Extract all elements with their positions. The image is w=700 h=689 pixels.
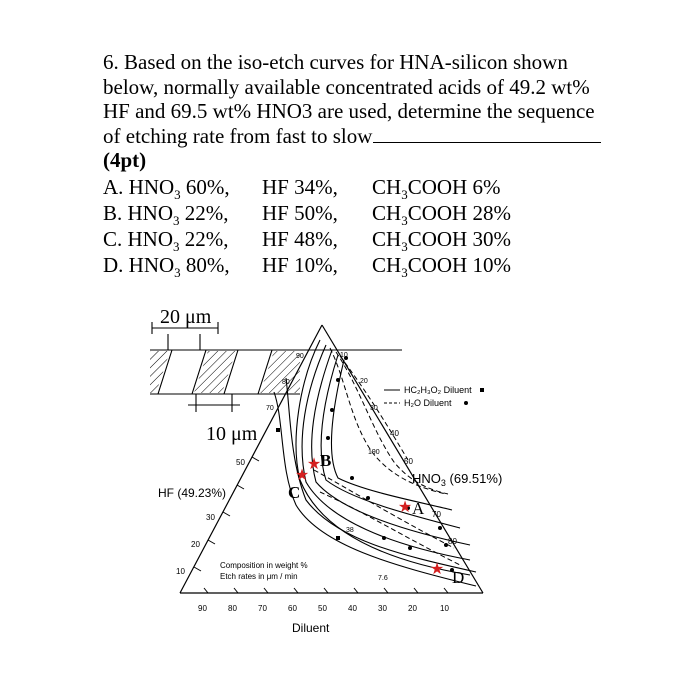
question-points: (4pt)	[103, 148, 147, 172]
star-c-icon: ★	[294, 467, 310, 484]
option-c-letter: C.	[103, 227, 123, 251]
diluent-tick-10: 10	[440, 604, 449, 613]
hno3-axis	[322, 325, 483, 593]
option-c-acetic-value: COOH 30%	[407, 227, 511, 251]
curve-label-80: 80	[282, 379, 290, 386]
star-a-icon: ★	[397, 499, 413, 516]
hf-axis-ticks	[194, 457, 259, 571]
option-d-acetic-value: COOH 10%	[407, 253, 511, 277]
hno3-axis-label: $HNO_3$ (69.51%)	[412, 471, 503, 488]
curve-label-38: 38	[346, 527, 354, 534]
option-c-hno3-value: 22%,	[184, 227, 229, 251]
option-a-hno3-sub: 3	[174, 187, 181, 203]
iso-etch-curves-solid	[274, 340, 476, 586]
diluent-tick-20: 20	[408, 604, 417, 613]
hno3-tick-80: 80	[448, 537, 457, 546]
diluent-tick-60: 60	[288, 604, 297, 613]
curve-label-190: 190	[368, 449, 380, 456]
curve-label-10: 10	[340, 352, 348, 359]
marker-label-a: A	[412, 499, 425, 518]
legend-water-diluent: H₂O Diluent	[404, 398, 452, 408]
option-a-acetic-value: COOH 6%	[407, 175, 501, 199]
diluent-tick-50: 50	[318, 604, 327, 613]
diluent-tick-70: 70	[258, 604, 267, 613]
option-d-ch-sub: 3	[401, 265, 408, 281]
option-b-acetic-value: COOH 28%	[407, 201, 511, 225]
option-d-hf: HF 10%,	[262, 253, 338, 277]
star-d-icon: ★	[429, 561, 445, 578]
curve-label-70: 70	[266, 405, 274, 412]
option-d-letter: D.	[103, 253, 124, 277]
curve-label-90: 90	[296, 353, 304, 360]
solid-curve-3	[312, 350, 470, 545]
option-b-hno3: HNO	[127, 201, 174, 225]
option-d-hno3-value: 80%,	[185, 253, 230, 277]
diluent-axis-label: Diluent	[292, 621, 330, 635]
option-b-ch-sub: 3	[401, 213, 408, 229]
option-b-letter: B.	[103, 201, 123, 225]
marker-label-d: D	[452, 568, 465, 587]
star-b-icon: ★	[306, 456, 322, 473]
option-a-hno3: HNO	[128, 175, 175, 199]
diluent-axis-ticks	[204, 588, 448, 593]
option-b-hno3-sub: 3	[173, 213, 180, 229]
diluent-tick-90: 90	[198, 604, 207, 613]
marker-label-b: B	[320, 451, 332, 470]
hf-tick-10: 10	[176, 567, 185, 576]
hf-tick-20: 20	[191, 540, 200, 549]
scale-label-top: 20 μm	[160, 306, 212, 328]
option-c-ch-sub: 3	[401, 239, 408, 255]
option-a-letter: A.	[103, 175, 124, 199]
option-a-ch: CH	[372, 175, 402, 199]
option-c-hf: HF 48%,	[262, 227, 338, 251]
diluent-tick-80: 80	[228, 604, 237, 613]
marker-label-c: C	[288, 483, 301, 502]
hf-tick-30: 30	[206, 513, 215, 522]
hno3-tick-70: 70	[432, 510, 441, 519]
curve-label-20: 20	[360, 378, 368, 385]
question-line-2: below, normally available concentrated acids of 49.2 wt%	[103, 74, 590, 99]
rate-note: Etch rates in μm / min	[220, 572, 298, 581]
option-c-hno3: HNO	[127, 227, 174, 251]
option-b-ch: CH	[372, 201, 402, 225]
option-b-hf: HF 50%,	[262, 201, 338, 225]
hno3-tick-40: 40	[390, 429, 399, 438]
option-a-ch-sub: 3	[401, 187, 408, 203]
curve-label-7-6: 7.6	[378, 575, 388, 582]
option-c-hno3-sub: 3	[173, 239, 180, 255]
option-b-hno3-value: 22%,	[184, 201, 229, 225]
diluent-tick-30: 30	[378, 604, 387, 613]
hf-axis-label: HF (49.23%)	[158, 486, 227, 500]
question-line-3: HF and 69.5 wt% HNO3 are used, determine the sequence	[103, 99, 595, 123]
hf-tick-50: 50	[236, 458, 245, 467]
option-a-hf: HF 34%,	[262, 175, 338, 199]
option-d-hno3: HNO	[128, 253, 175, 277]
option-c-ch: CH	[372, 227, 402, 251]
question-line-4-text: of etching rate from fast to slow	[103, 123, 373, 148]
diluent-tick-40: 40	[348, 604, 357, 613]
legend-acetic-diluent: HC₂H₃O₂ Diluent	[404, 385, 472, 395]
question-line-1: 6. Based on the iso-etch curves for HNA-silicon shown	[103, 50, 568, 74]
composition-note: Composition in weight %	[220, 561, 308, 570]
scale-label-mid: 10 μm	[206, 423, 258, 445]
hno3-tick-50: 50	[404, 457, 413, 466]
option-d-hno3-sub: 3	[174, 265, 181, 281]
option-d-ch: CH	[372, 253, 402, 277]
curve-label-30: 30	[370, 405, 378, 412]
option-a-hno3-value: 60%,	[185, 175, 230, 199]
